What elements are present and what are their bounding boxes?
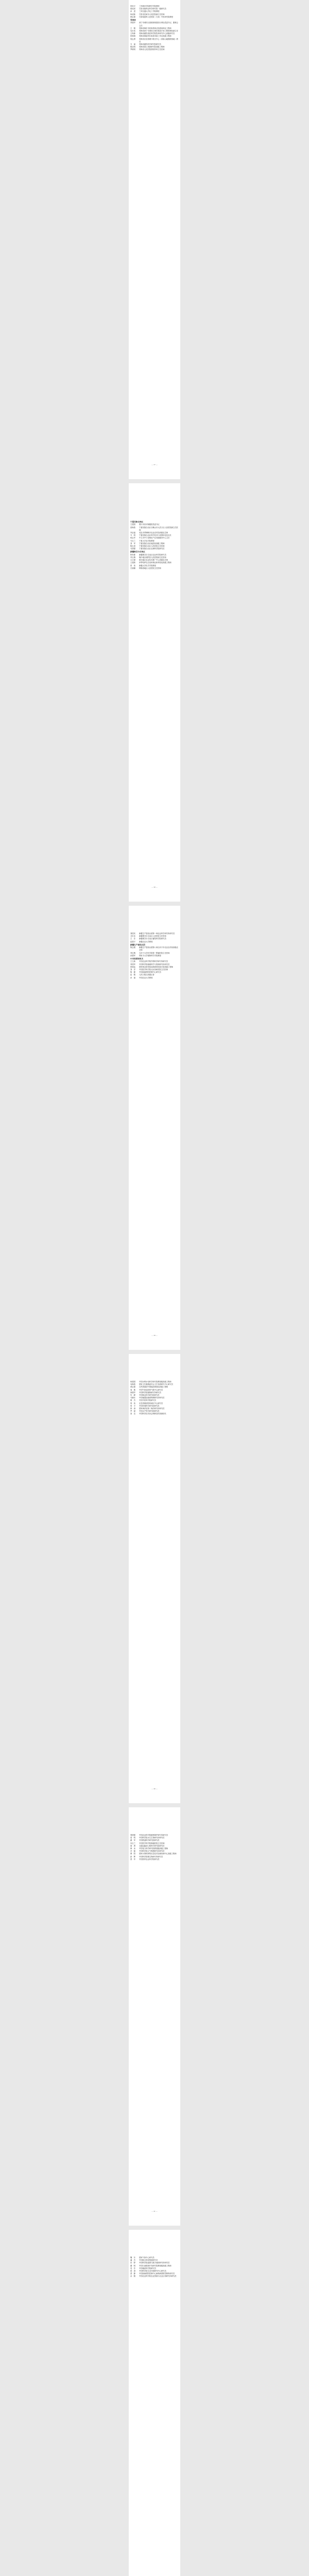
person-name: 王立新 xyxy=(130,960,135,963)
person-name: 宋玉兰 xyxy=(130,1842,135,1844)
person-affiliation: 自然资源部中国地质调查局高级工程师 xyxy=(139,1386,168,1388)
person-affiliation: 中国地震局地球物理研究所研究员 xyxy=(139,1397,165,1399)
person-affiliation: 中国电力科学研究院教授级高级工程师 xyxy=(139,1848,168,1850)
person-name: 张海燕 xyxy=(130,526,135,529)
person-name: 吴海燕 xyxy=(130,1383,135,1386)
person-affiliation: 中国科学院植物研究所研究员 xyxy=(139,1391,161,1394)
person-name: 魏 东 xyxy=(130,2257,135,2259)
person-name: 陈志刚 xyxy=(130,946,135,949)
person-affiliation: 甘肃省康养业科学研究院一级研究员 xyxy=(139,8,166,10)
person-affiliation: 西宁市城市区面源规划建设办事处党委书记、董事会主任 xyxy=(139,22,178,27)
section-heading: 中央和国家机关 xyxy=(130,958,144,960)
person-affiliation: 中国热带农业科学院研究员 xyxy=(139,1858,160,1860)
list-item xyxy=(129,16,180,19)
person-affiliation: 国家气象中心研究员 xyxy=(139,2257,154,2259)
person-affiliation: 中国科学院生态环境研究中心研究员 xyxy=(139,2270,166,2273)
person-affiliation: 中国医学科学院北京协和医院主任医师 xyxy=(139,969,168,971)
person-affiliation: 中国医学科学院肿瘤医院主任医师 xyxy=(139,1842,165,1844)
section-heading: 宁夏回族自治区 xyxy=(130,521,144,523)
list-item xyxy=(129,977,180,979)
person-affiliation: 中国科学院微生物研究所研究员 xyxy=(139,1855,163,1858)
person-name: 李建华 xyxy=(130,22,135,24)
person-affiliation: 甘肃省武威市人民医院副主任医师 xyxy=(139,13,165,15)
page-separator xyxy=(129,479,180,483)
person-affiliation: 中国农业科学院农业资源与农业区划研究所研究员 xyxy=(139,2275,177,2278)
person-name: 蒋成虎 xyxy=(130,8,135,10)
section-heading: 新疆生产建设兵团 xyxy=(130,943,145,946)
person-affiliation: 青海省西宁市城东区城市建设计划工程管理处副主任 xyxy=(139,30,178,32)
person-name: 刘 洋 xyxy=(130,969,135,971)
person-name: 高 洁 xyxy=(130,1413,135,1415)
person-name: 冯 磊 xyxy=(130,1850,135,1853)
document-page xyxy=(129,1381,180,1416)
person-name: 买买提 xyxy=(130,559,135,562)
person-affiliation: 中国科学院大气物理研究所研究员 xyxy=(139,1850,165,1853)
person-affiliation: 兰州城市学院教学学院教授 xyxy=(139,5,160,7)
person-affiliation: 塔里木大学植物科学学院教授 xyxy=(139,954,161,957)
person-affiliation: 国家海洋局第二海洋研究所研究员 xyxy=(139,1408,165,1410)
person-name: 李国华 xyxy=(130,963,135,965)
person-affiliation: 青海省人民医院肝胆外科主任医师 xyxy=(139,48,165,51)
person-affiliation: 中国地质科学院研究员 xyxy=(139,2267,156,2269)
person-affiliation: 新疆生产建设兵团第八师石河子市农业农村局高级农艺师 xyxy=(139,946,178,952)
person-affiliation: 中国石油勘探开发研究院教授级高级工程师 xyxy=(139,2264,171,2267)
person-name: 刘 军 xyxy=(130,542,135,545)
person-name: 余 刚 xyxy=(130,2275,135,2278)
person-affiliation: 青海省海东市民和县林业发展局林业工程师 xyxy=(139,27,171,29)
section-heading: 青海省 xyxy=(130,19,136,22)
person-affiliation: 人民日报社高级记者 xyxy=(139,974,154,976)
person-affiliation: 银川市妇幼保健院党委书记 xyxy=(139,523,160,526)
person-name: 马晓东 xyxy=(130,1397,135,1399)
document-strip xyxy=(129,0,180,2576)
person-affiliation: 宁夏大学农学院教授 xyxy=(139,539,154,542)
person-affiliation: 吴忠市青铜峡市农业农村局高级农艺师 xyxy=(139,532,168,534)
person-affiliation: 喀什地区疏附县人民医院副主任医师 xyxy=(139,556,166,559)
person-affiliation: 和田地区农业技术推广中心高级农艺师 xyxy=(139,559,168,562)
person-name: 韩志强 xyxy=(130,15,135,18)
page-number: — 39 — xyxy=(151,1334,158,1336)
person-name: 曾 华 xyxy=(130,1858,135,1860)
person-name: 张明远 xyxy=(130,965,135,968)
person-name: 林 涛 xyxy=(130,1408,135,1410)
person-name: 谢 军 xyxy=(130,1839,135,1842)
page-number: — 41 — xyxy=(151,2210,158,2212)
document-page xyxy=(129,933,180,979)
page-separator xyxy=(129,2226,180,2230)
page-number: — 38 — xyxy=(151,886,158,888)
person-name: 蔡 静 xyxy=(130,2273,135,2275)
person-affiliation: 甘肃临夏州人民医院（天祝）中医研究院教授 xyxy=(139,15,173,18)
person-affiliation: 应急管理部国家减灾中心研究员 xyxy=(139,1402,163,1404)
person-name: 李金福 xyxy=(130,532,135,534)
person-name: 董 明 xyxy=(130,2264,135,2267)
person-name: 罗 斌 xyxy=(130,1410,135,1413)
person-name: 陈启明 xyxy=(130,46,135,48)
person-affiliation: 阿勒泰地区人民医院主任医师 xyxy=(139,567,161,569)
person-affiliation: 新疆维吾尔自治区人民医院主任医师 xyxy=(139,935,166,938)
person-name: 黄志强 xyxy=(130,1386,135,1388)
person-affiliation: 中国农业大学教授 xyxy=(139,976,153,979)
person-name: 徐建华 xyxy=(130,1391,135,1394)
person-affiliation: 石河子大学医学院第一附属医院主任医师 xyxy=(139,952,170,954)
person-affiliation: 新疆维吾尔自治区农业科学院研究员 xyxy=(139,553,166,556)
person-affiliation: 中国中医科学院研究员 xyxy=(139,1399,156,1402)
list-item xyxy=(129,548,180,550)
person-affiliation: 青海省畜牧兽医科学院牧草研究中心高级研究员 xyxy=(139,32,175,35)
person-affiliation: 青海省应急管理厅救灾中心（高原山地搜救基地）教官 xyxy=(139,38,178,43)
person-affiliation: 交通运输部公路科学研究院研究员 xyxy=(139,1844,165,1847)
person-affiliation: 宁夏回族自治区人民医院主任医师 xyxy=(139,545,165,548)
person-name: 胡 杰 xyxy=(130,1399,135,1402)
person-affiliation: 中卫市中宁县枸杞产业发展服务中心主任 xyxy=(139,537,170,539)
document-page xyxy=(129,2257,180,2278)
person-name: 艾尔肯 xyxy=(130,935,135,938)
person-affiliation: 中国疾病预防控制中心病毒病预防控制所研究员 xyxy=(139,2273,175,2275)
person-name: 马国强 xyxy=(130,548,135,550)
person-name: 张林海 xyxy=(130,35,135,38)
person-affiliation: 国家卫生健康委员会卫生发展研究中心研究员 xyxy=(139,1383,173,1386)
person-affiliation: 中国疾病预防控制中心研究员 xyxy=(139,971,161,974)
person-affiliation: 宁夏回族自治区地质局高级工程师 xyxy=(139,542,165,545)
person-affiliation: 兰州交通大学化工学院教授 xyxy=(139,10,160,13)
list-item xyxy=(129,22,180,27)
person-name: 孙 丽 xyxy=(130,976,135,979)
person-name: 赵建平 xyxy=(130,940,135,943)
document-page xyxy=(129,520,180,570)
person-affiliation: 伊犁哈萨克自治州林业和草原局高级工程师 xyxy=(139,562,171,564)
person-affiliation: 新疆维吾尔自治区畜牧科学院研究员 xyxy=(139,938,166,940)
person-name: 王尚林 xyxy=(130,32,135,35)
list-item xyxy=(129,527,180,532)
person-affiliation: 宁夏回族自治区农林科学院研究员 xyxy=(139,548,165,550)
person-affiliation: 中国水利水电科学研究院教授级高级工程师 xyxy=(139,1381,171,1383)
person-affiliation: 宁夏回族自治区科学技术厅成果转化处处长 xyxy=(139,534,171,537)
page-separator xyxy=(129,1350,180,1354)
section-heading: 新疆维吾尔自治区 xyxy=(130,551,145,553)
person-affiliation: 中国农业科学院植物保护研究所研究员 xyxy=(139,1834,168,1836)
person-name: 彭 辉 xyxy=(130,1855,135,1858)
person-affiliation: 宁夏回族自治区石嘴山市大武口区人民医院副主任医师 xyxy=(139,526,178,531)
person-affiliation: 中国农业科学院作物科学研究所研究员 xyxy=(139,960,168,963)
list-item xyxy=(129,38,180,43)
person-name: 马玉兰 xyxy=(130,539,135,542)
person-affiliation: 中国科学院水生生物研究所研究员 xyxy=(139,1837,165,1839)
person-name: 赵 刚 xyxy=(130,974,135,976)
document-page xyxy=(129,1834,180,1861)
person-name: 张祝平 xyxy=(130,5,135,7)
person-name: 田 野 xyxy=(130,2262,135,2264)
person-affiliation: 中国科学院遥感与数字地球研究所研究员 xyxy=(139,2262,170,2264)
person-name: 王建国 xyxy=(130,523,135,526)
page-number: — 37 — xyxy=(151,464,158,466)
person-affiliation: 青海省海南州共和县草原工作站高级工程师 xyxy=(139,35,171,38)
list-item xyxy=(129,941,180,943)
person-name: 郭志勇 xyxy=(130,38,135,40)
person-affiliation: 青海省畜牧科学研究院研究员 xyxy=(139,43,161,46)
person-affiliation: 中国科学技术协会调研宣传部副部长 xyxy=(139,1413,166,1415)
person-name: 曹 阳 xyxy=(130,1853,135,1855)
document-page xyxy=(129,5,180,52)
person-name: 李红梅 xyxy=(130,952,135,954)
person-name: 韩 冰 xyxy=(130,1848,135,1850)
person-affiliation: 新疆生产建设兵团第一师农业科学研究所研究员 xyxy=(139,933,175,935)
page-separator xyxy=(129,1803,180,1807)
person-name: 袁 芳 xyxy=(130,2267,135,2269)
list-item xyxy=(129,2275,180,2278)
person-name: 梁 明 xyxy=(130,1837,135,1839)
page-separator xyxy=(129,902,180,906)
person-name: 杨建国 xyxy=(130,1381,135,1383)
person-name: 陈 静 xyxy=(130,971,135,974)
person-affiliation: 中国铁道科学研究院研究员 xyxy=(139,1839,160,1842)
person-name: 古丽娜 xyxy=(130,567,135,569)
page-number: — 40 — xyxy=(151,1788,158,1790)
person-name: 孙 进 xyxy=(130,10,135,13)
person-name: 张 伟 xyxy=(130,564,135,567)
person-affiliation: 新疆大学化学学院教授 xyxy=(139,564,156,567)
person-name: 陈玉香 xyxy=(130,545,135,548)
list-item xyxy=(129,955,180,957)
person-affiliation: 国家林业和草原局调查规划设计院高级工程师 xyxy=(139,965,173,968)
person-name: 何 平 xyxy=(130,1404,135,1407)
person-affiliation: 中国科学院地理科学与资源研究所研究员 xyxy=(139,963,170,965)
person-affiliation: 青海省国土资源研究院高级工程师 xyxy=(139,46,165,48)
list-item xyxy=(129,1413,180,1415)
person-affiliation: 国家计算机网络应急技术处理协调中心高级工程师 xyxy=(139,1853,177,1855)
person-name: 孙建军 xyxy=(130,954,135,957)
person-name: 马 丽 xyxy=(130,43,135,46)
person-name: 潘 杰 xyxy=(130,2259,135,2262)
person-affiliation: 中国气象局国家气候中心研究员 xyxy=(139,1388,163,1391)
person-name: 吴永伟 xyxy=(130,30,135,32)
person-name: 马 明 xyxy=(130,534,135,537)
person-name: 朱 峰 xyxy=(130,1394,135,1397)
person-name: 罗树明 xyxy=(130,48,135,51)
person-affiliation: 新疆农业大学教授 xyxy=(139,940,153,943)
person-affiliation: 中国林业科学研究院研究员 xyxy=(139,1394,160,1397)
person-name: 阿布都 xyxy=(130,553,135,556)
person-name: 郑国强 xyxy=(130,1834,135,1836)
person-name: 王 刚 xyxy=(130,27,135,29)
list-item xyxy=(129,943,180,952)
person-name: 唐 勇 xyxy=(130,1844,135,1847)
person-name: 杨成林 xyxy=(130,13,135,15)
person-name: 李玉梅 xyxy=(130,556,135,559)
person-name: 蒋 涛 xyxy=(130,2270,135,2273)
person-affiliation: 中国航天科技集团研究员 xyxy=(139,2259,158,2262)
person-name: 杨志华 xyxy=(130,537,135,539)
person-name: 郭 伟 xyxy=(130,1402,135,1404)
person-affiliation: 中国环境科学研究院研究员 xyxy=(139,1404,160,1407)
list-item xyxy=(129,48,180,51)
person-name: 王建新 xyxy=(130,562,135,564)
person-name: 周 敏 xyxy=(130,1388,135,1391)
person-name: 刘国庆 xyxy=(130,933,135,935)
person-affiliation: 中国水产科学研究院研究员 xyxy=(139,1410,160,1413)
person-name: 王 芳 xyxy=(130,938,135,940)
